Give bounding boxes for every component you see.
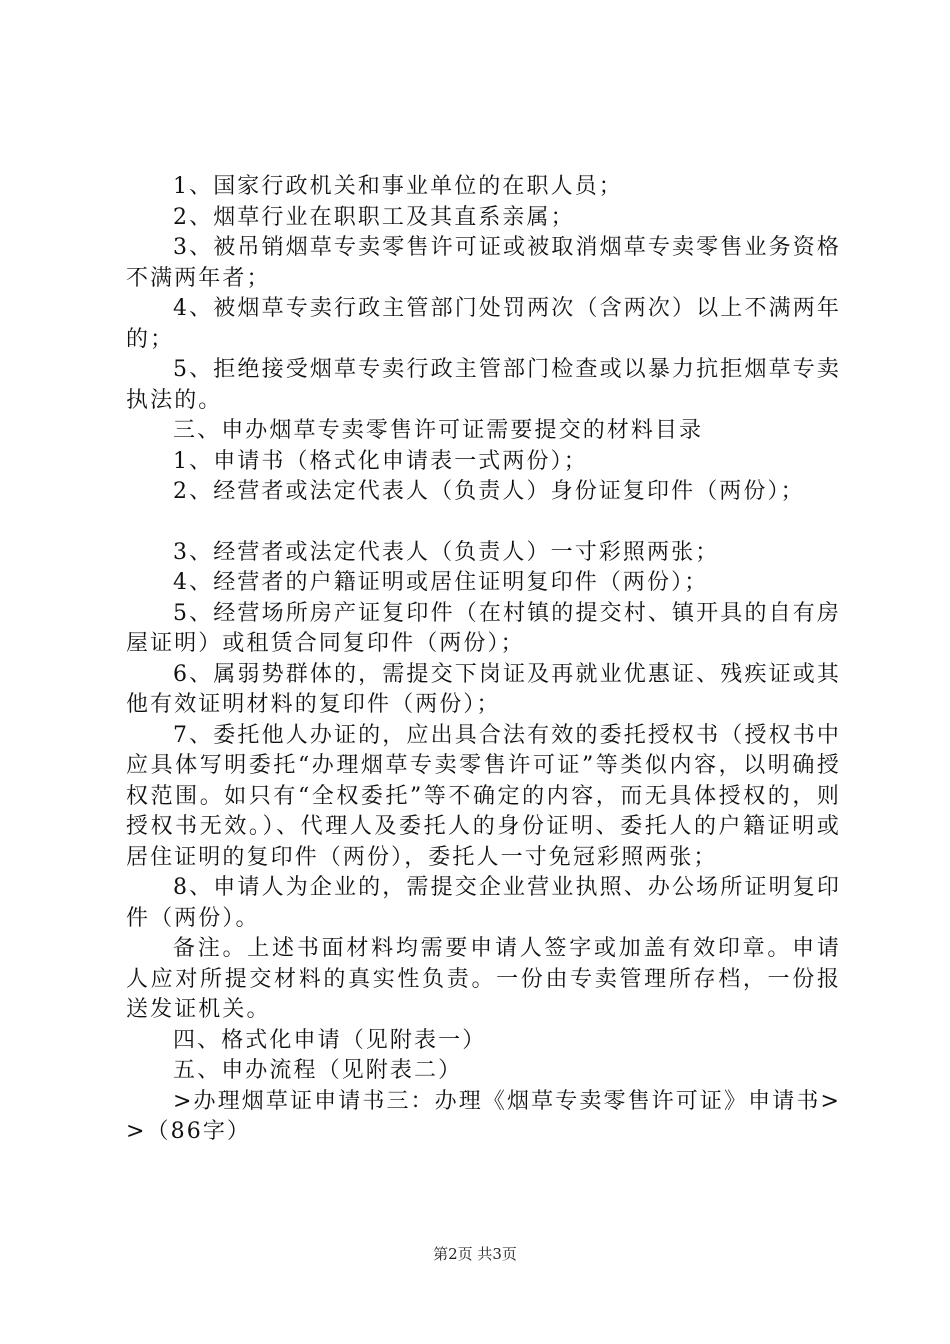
paragraph-material-2: 2、经营者或法定代表人（负责人）身份证复印件（两份）； [173,479,805,504]
section-heading-materials: 三、申办烟草专卖零售许可证需要提交的材料目录 [173,418,704,443]
document-body [126,172,841,1148]
paragraph-material-4: 4、经营者的户籍证明或居住证明复印件（两份）； [173,570,709,595]
paragraph-disqualify-3: 3、被吊销烟草专卖零售许可证或被取消烟草专卖零售业务资格不满两年者； [126,235,841,291]
section-heading-form: 四、格式化申请（见附表一） [173,1027,487,1053]
paragraph-note: 备注。上述书面材料均需要申请人签字或加盖有效印章。申请人应对所提交材料的真实性负责。一份由专卖管理所存档，一份报送发证机关。 [126,936,841,1022]
paragraph-disqualify-1: 1、国家行政机关和事业单位的在职人员； [173,174,623,199]
paragraph-material-7: 7、委托他人办证的，应出具合法有效的委托授权书（授权书中应具体写明委托“办理烟草专卖零售许可证”等类似内容，以明确授权范围。如只有“全权委托”等不确定的内容，而无具体授权的，则授权书无效。）、代理人及委托人的身份证明、委托人的户籍证明或居住证明的复印件（两份），委托人一寸免冠彩照两张； [126,722,841,870]
paragraph-material-5: 5、经营场所房产证复印件（在村镇的提交村、镇开具的自有房屋证明）或租赁合同复印件（两份）； [126,600,841,656]
section-heading-process: 五、申办流程（见附表二） [173,1058,463,1083]
paragraph-disqualify-2: 2、烟草行业在职职工及其直系亲属； [173,204,575,230]
paragraph-material-3: 3、经营者或法定代表人（负责人）一寸彩照两张； [173,539,720,565]
page-number-footer: 第2页 共3页 [433,1245,517,1263]
paragraph-material-6: 6、属弱势群体的，需提交下岗证及再就业优惠证、残疾证或其他有效证明材料的复印件（两份）； [126,661,841,717]
paragraph-disqualify-5: 5、拒绝接受烟草专卖行政主管部门检查或以暴力抗拒烟草专卖执法的。 [126,357,841,413]
paragraph-material-8: 8、申请人为企业的，需提交企业营业执照、办公场所证明复印件（两份）。 [126,875,841,931]
related-link-text: >办理烟草证申请书三：办理《烟草专卖零售许可证》申请书>>（86字） [126,1088,841,1144]
paragraph-disqualify-4: 4、被烟草专卖行政主管部门处罚两次（含两次）以上不满两年的； [126,296,841,352]
paragraph-material-1: 1、申请书（格式化申请表一式两份）； [173,448,588,474]
